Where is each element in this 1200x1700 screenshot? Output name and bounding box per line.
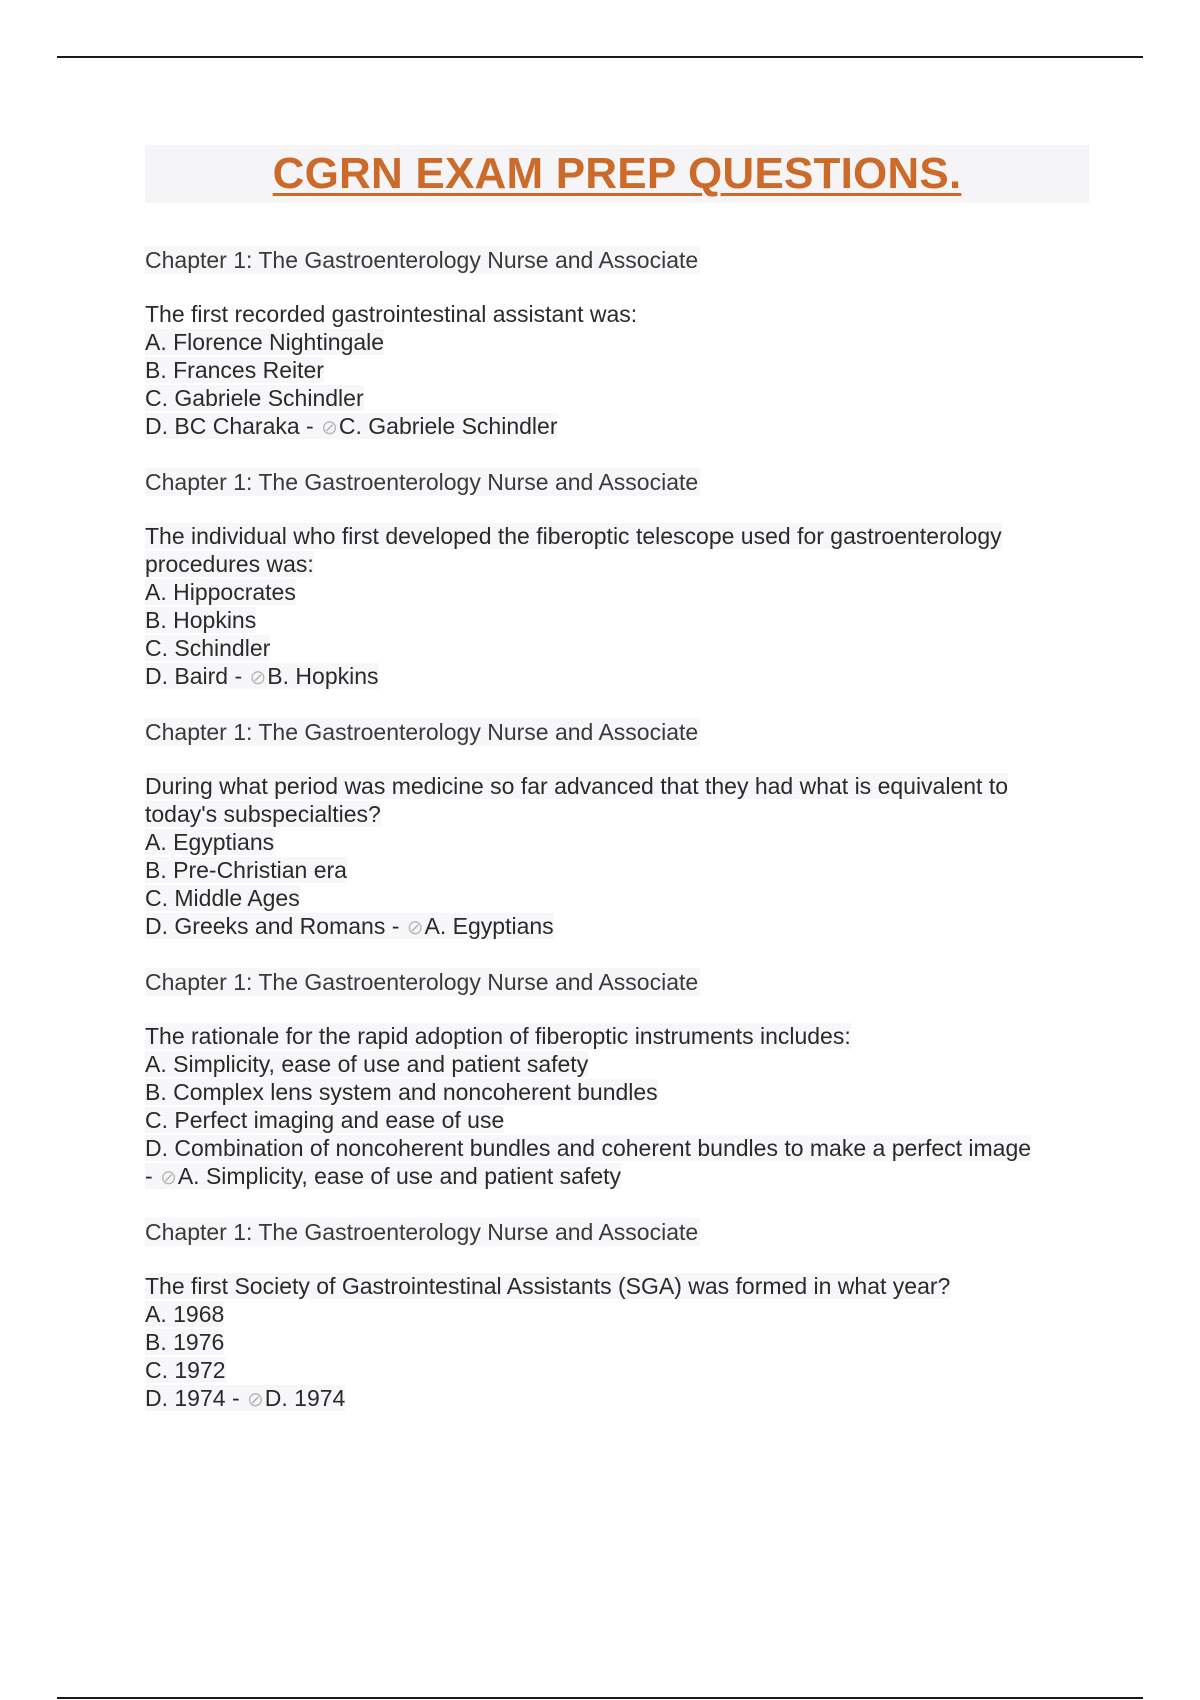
page-title: CGRN EXAM PREP QUESTIONS. <box>272 149 962 198</box>
chapter-heading: Chapter 1: The Gastroenterology Nurse and Associate <box>145 719 699 745</box>
answer: A. Egyptians <box>424 913 554 939</box>
question-block <box>145 968 1085 1192</box>
check-circle-icon: ⊘ <box>160 1167 177 1189</box>
option-a: A. Florence Nightingale <box>145 329 385 355</box>
option-b: B. Hopkins <box>145 607 257 633</box>
option-c: C. Schindler <box>145 635 271 661</box>
option-d: D. Combination of noncoherent bundles and coherent bundles to make a perfect image <box>145 1135 1032 1161</box>
question-stem: The rationale for the rapid adoption of fiberoptic instruments includes: <box>145 1023 851 1049</box>
question-block <box>145 246 1085 442</box>
answer: A. Simplicity, ease of use and patient safety <box>177 1163 622 1189</box>
answer: B. Hopkins <box>267 663 379 689</box>
question-stem: The individual who first developed the fiberoptic telescope used for gastroenterology <box>145 523 1002 549</box>
top-rule <box>57 56 1143 58</box>
option-c: C. 1972 <box>145 1357 226 1383</box>
check-circle-icon: ⊘ <box>321 417 338 439</box>
bottom-rule <box>57 1697 1143 1699</box>
check-circle-icon: ⊘ <box>249 667 267 689</box>
option-c: C. Perfect imaging and ease of use <box>145 1107 505 1133</box>
title-banner <box>145 145 1089 203</box>
option-b: B. Complex lens system and noncoherent bundles <box>145 1079 658 1105</box>
option-d: D. 1974 - <box>145 1385 240 1411</box>
question-stem: During what period was medicine so far advanced that they had what is equivalent to <box>145 773 1009 799</box>
check-circle-icon: ⊘ <box>247 1389 264 1411</box>
option-b: B. Frances Reiter <box>145 357 324 383</box>
check-circle-icon: ⊘ <box>406 917 424 939</box>
chapter-heading: Chapter 1: The Gastroenterology Nurse and Associate <box>145 247 699 273</box>
option-d-cont: - <box>145 1163 153 1189</box>
chapter-heading: Chapter 1: The Gastroenterology Nurse and Associate <box>145 469 699 495</box>
question-stem-cont: procedures was: <box>145 551 314 577</box>
option-a: A. Simplicity, ease of use and patient safety <box>145 1051 589 1077</box>
question-list <box>145 246 1085 1414</box>
question-stem: The first recorded gastrointestinal assistant was: <box>145 301 638 327</box>
answer: C. Gabriele Schindler <box>338 413 558 439</box>
option-b: B. 1976 <box>145 1329 225 1355</box>
question-block <box>145 1218 1085 1414</box>
chapter-heading: Chapter 1: The Gastroenterology Nurse and Associate <box>145 969 699 995</box>
option-b: B. Pre-Christian era <box>145 857 347 883</box>
question-block <box>145 718 1085 942</box>
answer: D. 1974 <box>264 1385 346 1411</box>
option-d: D. BC Charaka - <box>145 413 314 439</box>
question-block <box>145 468 1085 692</box>
question-stem: The first Society of Gastrointestinal Assistants (SGA) was formed in what year? <box>145 1273 951 1299</box>
option-a: A. Hippocrates <box>145 579 296 605</box>
option-a: A. 1968 <box>145 1301 225 1327</box>
chapter-heading: Chapter 1: The Gastroenterology Nurse and Associate <box>145 1219 699 1245</box>
option-d: D. Baird - <box>145 663 243 689</box>
question-stem-cont: today's subspecialties? <box>145 801 381 827</box>
option-a: A. Egyptians <box>145 829 275 855</box>
option-c: C. Middle Ages <box>145 885 300 911</box>
option-c: C. Gabriele Schindler <box>145 385 364 411</box>
option-d: D. Greeks and Romans - <box>145 913 400 939</box>
